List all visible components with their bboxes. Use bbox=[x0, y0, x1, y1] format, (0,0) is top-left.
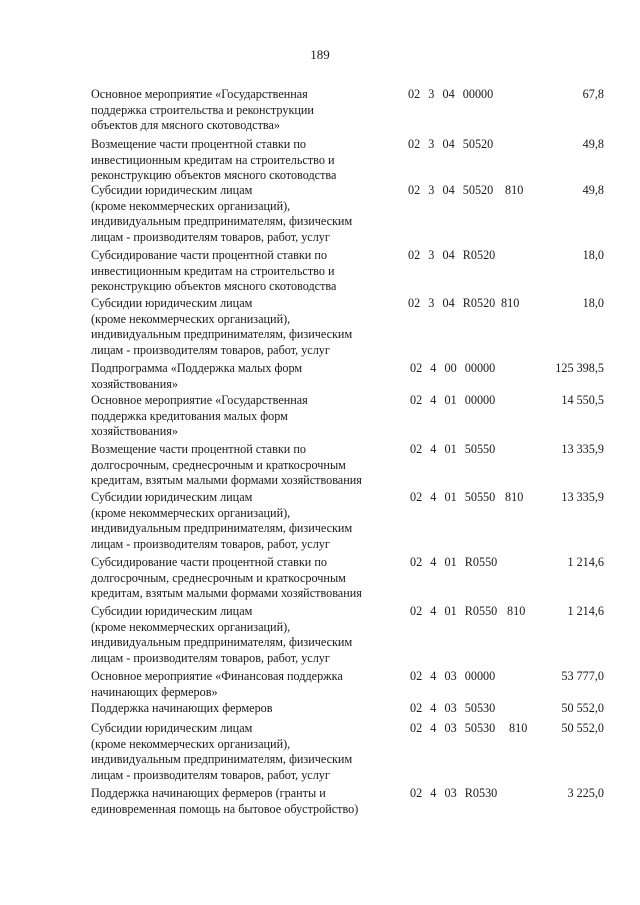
row-amount: 18,0 bbox=[582, 296, 604, 310]
row-code: 02 4 00 00000 bbox=[410, 361, 496, 375]
row-amount: 49,8 bbox=[582, 183, 604, 197]
row-code: 02 4 01 R0550 bbox=[410, 555, 498, 569]
row-expense-type: 810 bbox=[505, 183, 524, 197]
row-description: Субсидии юридическим лицам (кроме некоммерческих организаций), индивидуальным предпринимателям, физическим лицам - производителям товаров, работ, услуг bbox=[91, 721, 353, 782]
row-expense-type: 810 bbox=[505, 490, 524, 504]
row-code: 02 4 01 00000 bbox=[410, 393, 496, 407]
row-code: 02 3 04 R0520 bbox=[408, 248, 496, 262]
row-code: 02 4 01 R0550 bbox=[410, 604, 498, 618]
row-amount: 49,8 bbox=[582, 137, 604, 151]
row-description: Субсидии юридическим лицам (кроме некоммерческих организаций), индивидуальным предпринимателям, физическим лицам - производителям товаров, работ, услуг bbox=[91, 490, 353, 551]
row-code: 02 3 04 50520 bbox=[408, 183, 494, 197]
row-description: Субсидирование части процентной ставки по долгосрочным, среднесрочным и краткосрочным кредитам, взятым малыми формами хозяйствования bbox=[91, 555, 362, 601]
page-number: 189 bbox=[310, 47, 330, 62]
row-description: Поддержка начинающих фермеров bbox=[91, 701, 273, 715]
row-code: 02 4 03 R0530 bbox=[410, 786, 498, 800]
row-code: 02 3 04 50520 bbox=[408, 137, 494, 151]
row-code: 02 3 04 R0520 bbox=[408, 296, 496, 310]
row-amount: 14 550,5 bbox=[561, 393, 604, 407]
row-code: 02 4 03 00000 bbox=[410, 669, 496, 683]
row-amount: 67,8 bbox=[582, 87, 604, 101]
row-code: 02 4 03 50530 bbox=[410, 721, 496, 735]
row-description: Субсидии юридическим лицам (кроме некоммерческих организаций), индивидуальным предпринимателям, физическим лицам - производителям товаров, работ, услуг bbox=[91, 296, 353, 357]
row-code: 02 4 03 50530 bbox=[410, 701, 496, 715]
row-amount: 50 552,0 bbox=[561, 701, 604, 715]
row-amount: 13 335,9 bbox=[561, 442, 604, 456]
row-amount: 1 214,6 bbox=[567, 604, 604, 618]
row-description: Основное мероприятие «Государственная поддержка строительства и реконструкции объектов для мясного скотоводства» bbox=[91, 87, 314, 133]
row-amount: 53 777,0 bbox=[561, 669, 604, 683]
row-description: Возмещение части процентной ставки по долгосрочным, среднесрочным и краткосрочным кредитам, взятым малыми формами хозяйствования bbox=[91, 442, 362, 488]
row-description: Основное мероприятие «Финансовая поддержка начинающих фермеров» bbox=[91, 669, 343, 699]
row-expense-type: 810 bbox=[507, 604, 526, 618]
row-description: Возмещение части процентной ставки по инвестиционным кредитам на строительство и реконструкцию объектов мясного скотоводства bbox=[91, 137, 337, 183]
row-description: Основное мероприятие «Государственная поддержка кредитования малых форм хозяйствования» bbox=[91, 393, 308, 439]
row-expense-type: 810 bbox=[509, 721, 528, 735]
row-description: Субсидии юридическим лицам (кроме некоммерческих организаций), индивидуальным предпринимателям, физическим лицам - производителям товаров, работ, услуг bbox=[91, 183, 353, 244]
row-amount: 18,0 bbox=[582, 248, 604, 262]
row-amount: 1 214,6 bbox=[567, 555, 604, 569]
row-code: 02 4 01 50550 bbox=[410, 442, 496, 456]
row-description: Поддержка начинающих фермеров (гранты и единовременная помощь на бытовое обустройство) bbox=[91, 786, 359, 816]
row-amount: 3 225,0 bbox=[567, 786, 604, 800]
row-description: Подпрограмма «Поддержка малых форм хозяйствования» bbox=[91, 361, 303, 391]
row-code: 02 4 01 50550 bbox=[410, 490, 496, 504]
row-code: 02 3 04 00000 bbox=[408, 87, 494, 101]
row-amount: 50 552,0 bbox=[561, 721, 604, 735]
row-description: Субсидирование части процентной ставки по инвестиционным кредитам на строительство и реконструкцию объектов мясного скотоводства bbox=[91, 248, 337, 294]
row-description: Субсидии юридическим лицам (кроме некоммерческих организаций), индивидуальным предпринимателям, физическим лицам - производителям товаров, работ, услуг bbox=[91, 604, 353, 665]
row-amount: 13 335,9 bbox=[561, 490, 604, 504]
row-amount: 125 398,5 bbox=[555, 361, 604, 375]
row-expense-type: 810 bbox=[501, 296, 520, 310]
